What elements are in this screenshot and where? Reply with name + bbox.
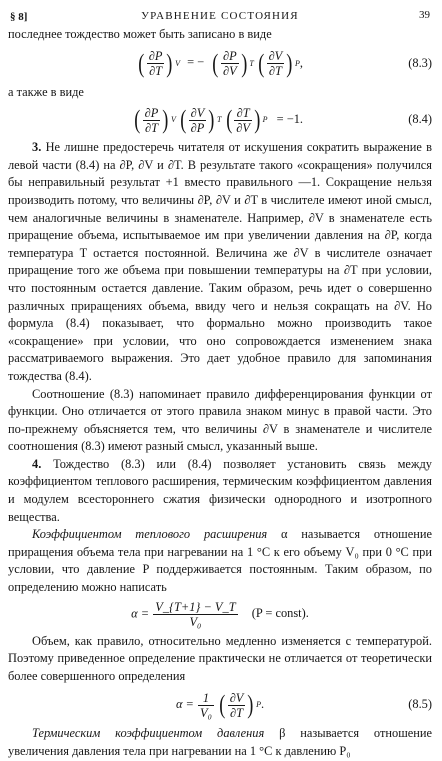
equation-8-4 [8, 101, 432, 139]
equation-8-3 [8, 44, 432, 84]
equation-8-3-body: ( $\frac{\partial P}{\partial T}$ ) V = − ( $\frac{\partial P}{\partial V}$ ) T ( $\frac{\partial V}{\partial T}$ ) P , [138, 48, 303, 79]
term-thermal-expansion: Коэффициентом теплового расширения [32, 527, 268, 542]
running-title: УРАВНЕНИЕ СОСТОЯНИЯ [141, 10, 299, 22]
intro-line-2: а также в виде [8, 84, 84, 99]
equation-alpha-body: α = $\frac{V\_\{T+1\} - V\_T}{\text{V₀}}$ (P = const). [131, 600, 309, 630]
equation-8-5-body: α = $\frac{1}{\text{V₀}}$ ( $\frac{\partial V}{\partial T}$ ) P . [175, 690, 265, 720]
equation-8-4-number: (8.4) [408, 112, 432, 127]
equation-alpha-definition [8, 597, 432, 633]
page-number: 39 [419, 9, 430, 21]
paragraph-3 [8, 139, 432, 385]
equation-8-5 [8, 685, 432, 725]
paragraph-4-text: Тождество (8.3) или (8.4) позволяет установить связь между коэффициентом теплового расширения, термическим коэффициентом давления и модулем всестороннего сжатия физически однородного и изотропного вещества. [8, 456, 432, 524]
equation-8-4-body: ( $\frac{\partial P}{\partial T}$ ) V ( $\frac{\partial V}{\partial P}$ ) T ( $\frac{\partial T}{\partial V}$ ) P = −1. [134, 105, 304, 135]
paragraph-5 [8, 526, 432, 596]
paragraph-6: Объем, как правило, относительно медленно изменяется с температурой. Поэтому приведенное определение практически не отличается от теоретически более совершенного определения [8, 633, 432, 683]
equation-8-3-number: (8.3) [408, 55, 432, 70]
item-number-4: 4. [32, 456, 42, 471]
intro-line-1: последнее тождество может быть записано в виде [8, 27, 272, 41]
paragraph-3b: Соотношение (8.3) напоминает правило дифференцирования функции от функции. Оно отличается от этого правила знаком минус в правой части. Это по-прежнему объясняется тем, что величины ∂V в знаменателе и числителе соотношения (8.3) имеют разный смысл, указанный выше. [8, 386, 432, 454]
section-number: § 8] [10, 11, 28, 23]
running-header [8, 2, 432, 26]
equation-8-5-number: (8.5) [408, 697, 432, 712]
paragraph-3-text: Не лишне предостеречь читателя от искушения сократить выражение в левой части (8.4) на ∂P, ∂V и ∂T. В результате такого «сокращения» получился бы неправильный результат +1 вместо правильного —1. Сокращение нельзя производить потому, что величины ∂P, ∂V и ∂T в числителе имеют иной смысл, чем аналогичные величины в знаменателе. Например, ∂V в знаменателе есть приращение объема, испытываемое им при увеличении давления на ∂P, когда температура T остается постоянной. Величина же ∂V в числителе означает приращение того же объема при повышении температуры на ∂T при условии, что постоянным остается давление. Таким образом, речь идет о совершенно различных приращениях объема, ввиду чего и нельзя сокращать на ∂V. Но формула (8.4) показывает, что формально можно производить такое «сокращение» при условии, что оно сопровождается изменением знака рассматриваемого выражения. Это дает удобное правило для запоминания тождества (8.4). [8, 140, 432, 383]
paragraph-4 [8, 456, 432, 526]
paragraph-5-text: α называется отношение приращения объема тела при нагревании на 1 °С к его объему V₀ при 0 °С при условии, что давление P поддерживается постоянным. Таким образом, по определению можно написать [8, 527, 432, 595]
paragraph-7-text: β называется отношение увеличения давления тела при нагревании на 1 °С к давлению P₀ [8, 726, 432, 758]
paragraph-7 [8, 725, 432, 760]
item-number-3: 3. [32, 140, 42, 155]
term-thermal-pressure: Термическим коэффициентом давления [32, 726, 265, 741]
